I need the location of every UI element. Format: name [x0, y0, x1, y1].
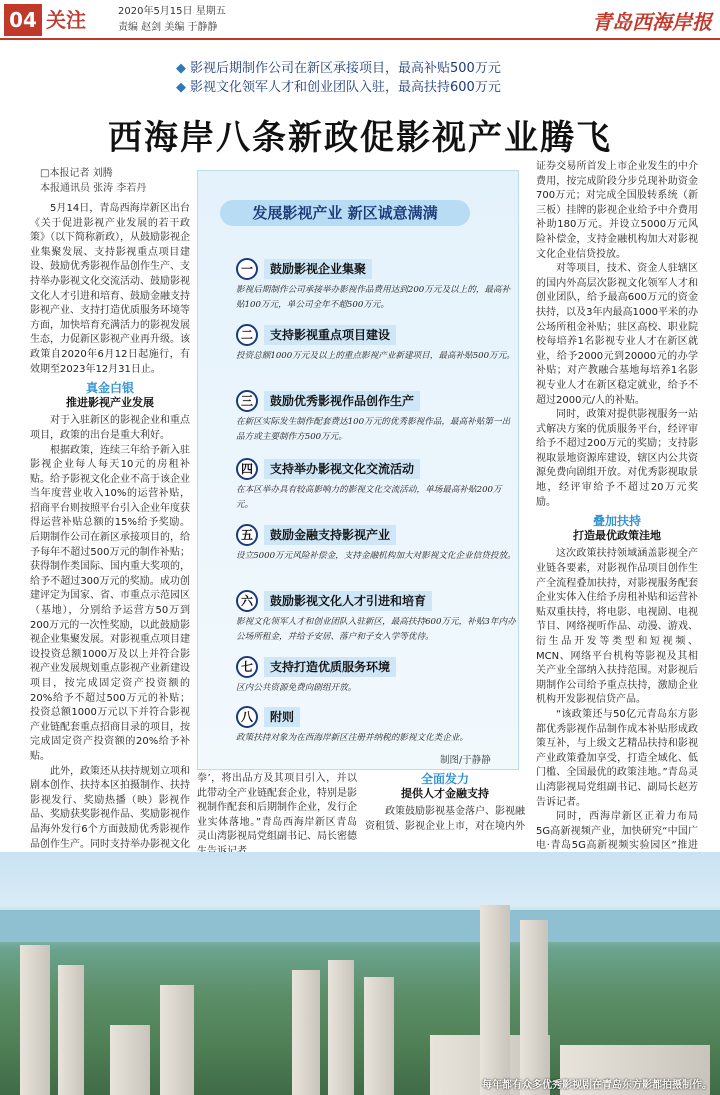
building: [480, 905, 510, 1095]
subtitle-2: ◆ 影视文化领军人才和创业团队入驻，最高扶持600万元: [176, 80, 501, 95]
building: [328, 960, 354, 1095]
subhead-1: 真金白银 推进影视产业发展: [66, 381, 154, 409]
headline: 西海岸八条新政促影视产业腾飞: [108, 118, 612, 158]
building: [58, 965, 84, 1095]
policy-item: 三 鼓励优秀影视作品创作生产 在新区实际发生制作配套费达100万元的优秀影视作品，最高补贴第一出品方或主要制作方500万元。: [236, 390, 516, 445]
building: [292, 970, 320, 1095]
subhead-3: 全面发力 提供人才金融支持: [401, 772, 489, 800]
photo-caption: 每年都有众多优秀影视剧在青岛东方影都拍摄制作。: [482, 1080, 712, 1091]
right-column: 证券交易所首发上市企业发生的中介费用，按完成阶段分步兑现补助资金700万元；对完成全国股转系统（新三板）挂牌的影视企业给予中介费用补助180万元。并设立5000万元风险补偿金，支持金融机构加大对影视文化企业信贷投放。 对等项目，技术、资金人驻辖区的国内外高层次影视文化领军人才和创业团队，给予最高600万元的资金扶持，以及3年内最高1000平米的办公场所租金补贴；驻区高校、职业院校每培养1名影视专业人才在新区就业，给予2000元到20000元的办学补贴；对产教融合基地每培养1名影视专业人才在新区稳定就业，给予不超过2000元/人的补贴。 同时，政策对提供影视服务一站式解决方案的优质服务平台，经评审给予不超过200万元的奖励；支持影视取景地资源库建设，辖区内公共资源免费向剧组开放。对优秀影视取景地，经评审给予不超过20万元奖励。 叠加扶持 打造最优政策洼地 这次政策扶持领域涵盖影视全产业链各要素，对影视作品项目创作生产全流程叠加扶持，对影视服务配套企业实体入住给予房租补贴和运营补贴双重扶持，将电影、电视剧、电视节目、网络视听作品、动漫、游戏、衍生品开发等类型和短视频、MCN、网络平台机构等影视及其相关产业全部纳入扶持范围。对影视后期制作公司给予重点扶持，激励企业机构开发影视信贷产品。 “该政策还与50亿元青岛东方影都优秀影视作品制作成本补贴形成政策互补，与上级文艺精品扶持和影视产业政策叠加享受，打造全域化、低门槛、全国最优的政策洼地。”青岛灵山湾影视局党组副书记、副局长赵芳告诉记者。 同时，西海岸新区正着力布局5G高新视频产业，加快研究“中国广电·青岛5G高新视频实验园区”推进: [536, 161, 698, 852]
byline-reporter: □本报记者 刘腾: [40, 168, 113, 179]
paragraph: 对于入驻新区的影视企业和重点项目，政策的出台是重大利好。: [30, 415, 190, 441]
section-name: 关注: [46, 8, 86, 32]
newspaper-logo: 青岛西海岸报: [592, 10, 712, 34]
mid-left-tail: 拳’，将出品方及其项目引入，并以此带动全产业链配套企业，特别是影视制作配套和后期制作企业，发行企业实体落地。”青岛西海岸新区青岛灵山湾影视局党组副书记、局长密德: [197, 773, 357, 843]
policy-item: 七 支持打造优质服务环境 区内公共资源免费向剧组开放。: [236, 656, 516, 696]
building: [160, 985, 194, 1095]
paragraph: 根据政策，连续三年给予新入驻影视企业每人每天10元的房租补贴。给予影视文化企业不高于该企业当年度营业收入10%的运营补贴，招商平台则按照平台引入企业年度获得运营补贴总额的15%给予奖励。后期制作公司在新区承接项目的，给予每年不超过500万元的制作补贴；获得制作类国际、国内重大奖项的，给予不超过300万元的奖励。成功创建评定为国家、省、市重点示范园区（基地），分别给予运营方50万到200万元的一次性奖励，以此鼓励影视企业集聚发展。对影视重点项目建设投资总额1000万及以上并符合影视产业发展规划重点影视产业新建设项目，按完成固定资产投资额的20%给予不超过500万元的补贴；投资总额1000万元以下并符合影视产业链配套重点招商目录的项目，按完成固定资产投资额的20%给予补贴。: [30, 444, 190, 762]
building: [520, 920, 548, 1095]
byline-correspondent: 本报通讯员 张涛 李若丹: [40, 183, 147, 194]
city-photo: [0, 852, 720, 1095]
panel-title: 发展影视产业 新区诚意满满: [220, 200, 470, 226]
policy-item: 六 鼓励影视文化人才引进和培育 影视文化领军人才和创业团队入驻新区，最高扶持600万元，补贴3年内办公场所租金，并给予安居、落户和子女入学等优待。: [236, 590, 516, 645]
building: [20, 945, 50, 1095]
issue-date: 2020年5月15日 星期五: [118, 6, 226, 17]
byline: [40, 166, 146, 196]
diamond-icon: ◆: [176, 80, 186, 95]
policy-item: 一 鼓励影视企业集聚 影视后期制作公司承接举办影视作品费用达到200万元及以上的，最高补贴100万元，单公司全年不超500万元。: [236, 258, 516, 313]
building: [110, 1025, 150, 1095]
left-column: [30, 202, 190, 954]
subhead-2: 叠加扶持 打造最优政策洼地: [573, 514, 661, 542]
intro-paragraph: 5月14日，青岛西海岸新区出台《关于促进影视产业发展的若干政策》（以下简称新政），从鼓励影视企业集聚发展、支持影视重点项目建设、鼓励优秀影视作品创作生产、支持举办影视文化交流活动、鼓励影视文化人才引进和培育、鼓励金融支持影视产业、支持打造优质服务环境等方面，加快培育充满活力的影视发展生态，力促新区影视产业再升级。该政策自2020年6月12日起施行，有效期至2023年12月31日止。: [30, 203, 190, 375]
subtitle-1: ◆ 影视后期制作公司在新区承接项目，最高补贴500万元: [176, 61, 501, 76]
graphic-credit: 制图/于静静: [440, 755, 491, 766]
policy-item: 八 附则 政策扶持对象为在西海岸新区注册并纳税的影视文化类企业。: [236, 706, 516, 746]
page-number: 04: [4, 4, 42, 36]
mid-right-column: 全面发力 提供人才金融支持 政策鼓励影视基金落户、影视融资租赁、影视企业上市，对在境内外: [365, 772, 525, 832]
policy-item: 四 支持举办影视文化交流活动 在本区举办具有较高影响力的影视文化交流活动，单场最高补贴200万元。: [236, 458, 516, 513]
sea-band: [0, 910, 720, 942]
editors: 责编 赵剑 美编 于静静: [118, 22, 218, 33]
policy-item: 二 支持影视重点项目建设 投资总额1000万元及以上的重点影视产业新建项目，最高补贴500万元。: [236, 324, 516, 364]
policy-item: 五 鼓励金融支持影视产业 设立5000万元风险补偿金，支持金融机构加大对影视文化企业信贷投放。: [236, 524, 516, 564]
building: [364, 977, 394, 1095]
paragraph: 此外，政策还从扶持规划立项和剧本创作、扶持本区拍摄制作、扶持影视发行、奖励热播（映）影视作品、奖励获奖影视作品、奖励影视作品海外发行6个方面鼓励优秀影视作品创作生产。同时支持举办影视文化: [30, 765, 190, 850]
masthead: [0, 0, 720, 40]
diamond-icon: ◆: [176, 61, 186, 76]
